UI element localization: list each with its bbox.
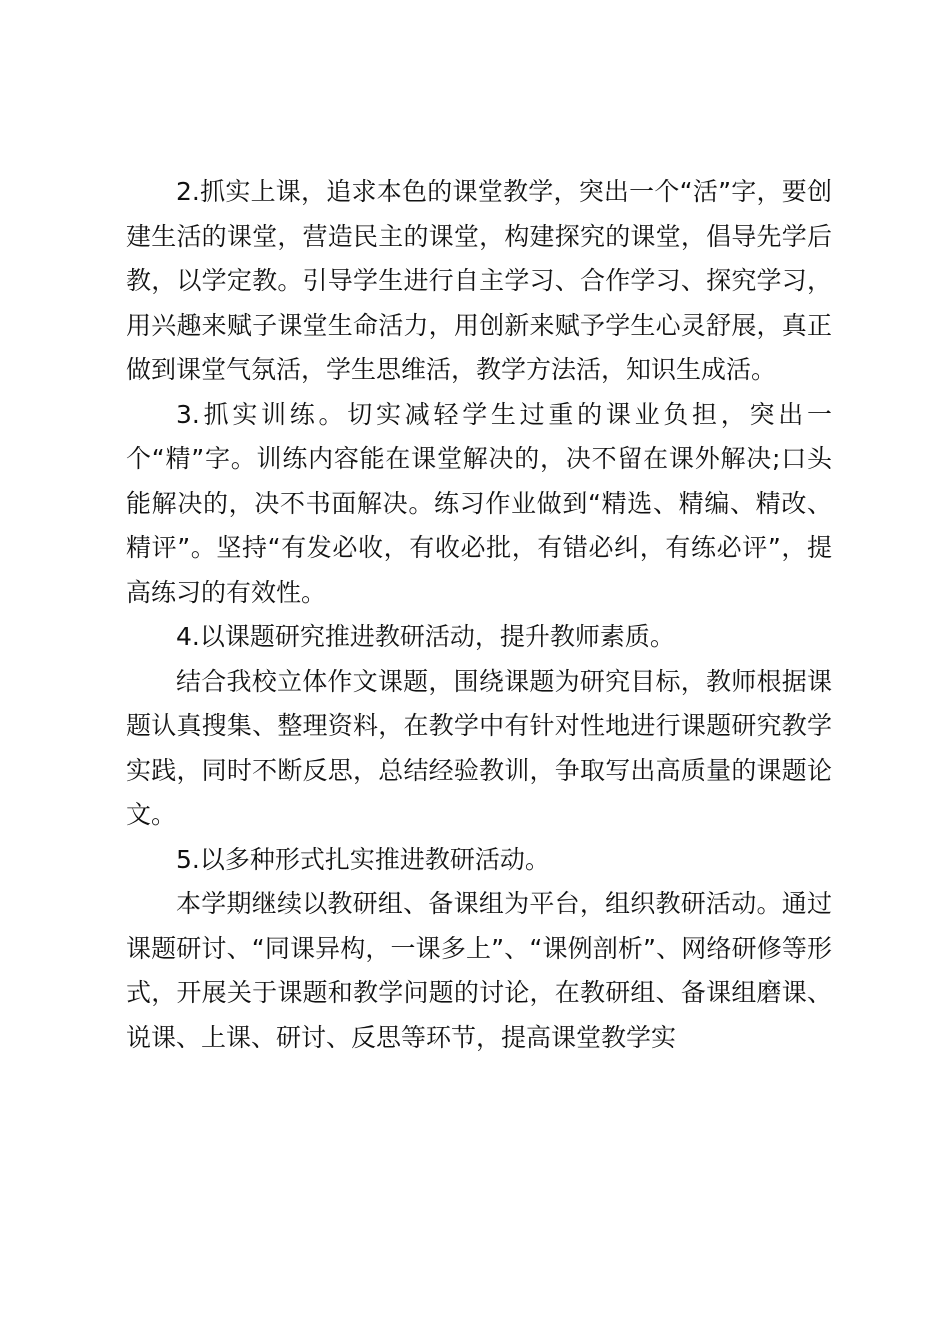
- document-body: [126, 170, 832, 1060]
- paragraph-research-body: 结合我校立体作文课题，围绕课题为研究目标，教师根据课题认真搜集、整理资料，在教学中有针对性地进行课题研究教学实践，同时不断反思，总结经验教训，争取写出高质量的课题论文。: [126, 666, 832, 829]
- paragraph-lessons: 2.抓实上课，追求本色的课堂教学，突出一个“活”字，要创建生活的课堂，营造民主的课堂，构建探究的课堂，倡导先学后教，以学定教。引导学生进行自主学习、合作学习、探究学习，用兴趣来赋子课堂生命活力，用创新来赋予学生心灵舒展，真正做到课堂气氛活，学生思维活，教学方法活，知识生成活。: [126, 177, 832, 384]
- paragraph-activities-heading: 5.以多种形式扎实推进教研活动。: [176, 844, 550, 874]
- paragraph-activities-body: 本学期继续以教研组、备课组为平台，组织教研活动。通过课题研讨、“同课异构，一课多上”、“课例剖析”、网络研修等形式，开展关于课题和教学问题的讨论，在教研组、备课组磨课、说课、上课、研讨、反思等环节，提高课堂教学实: [126, 889, 832, 1052]
- paragraph-research-heading: 4.以课题研究推进教研活动，提升教师素质。: [176, 622, 675, 651]
- paragraph-training: 3.抓实训练。切实减轻学生过重的课业负担，突出一个“精”字。训练内容能在课堂解决的，决不留在课外解决;口头能解决的，决不书面解决。练习作业做到“精选、精编、精改、精评”。坚持“有发必收，有收必批，有错必纠，有练必评”，提高练习的有效性。: [126, 399, 832, 607]
